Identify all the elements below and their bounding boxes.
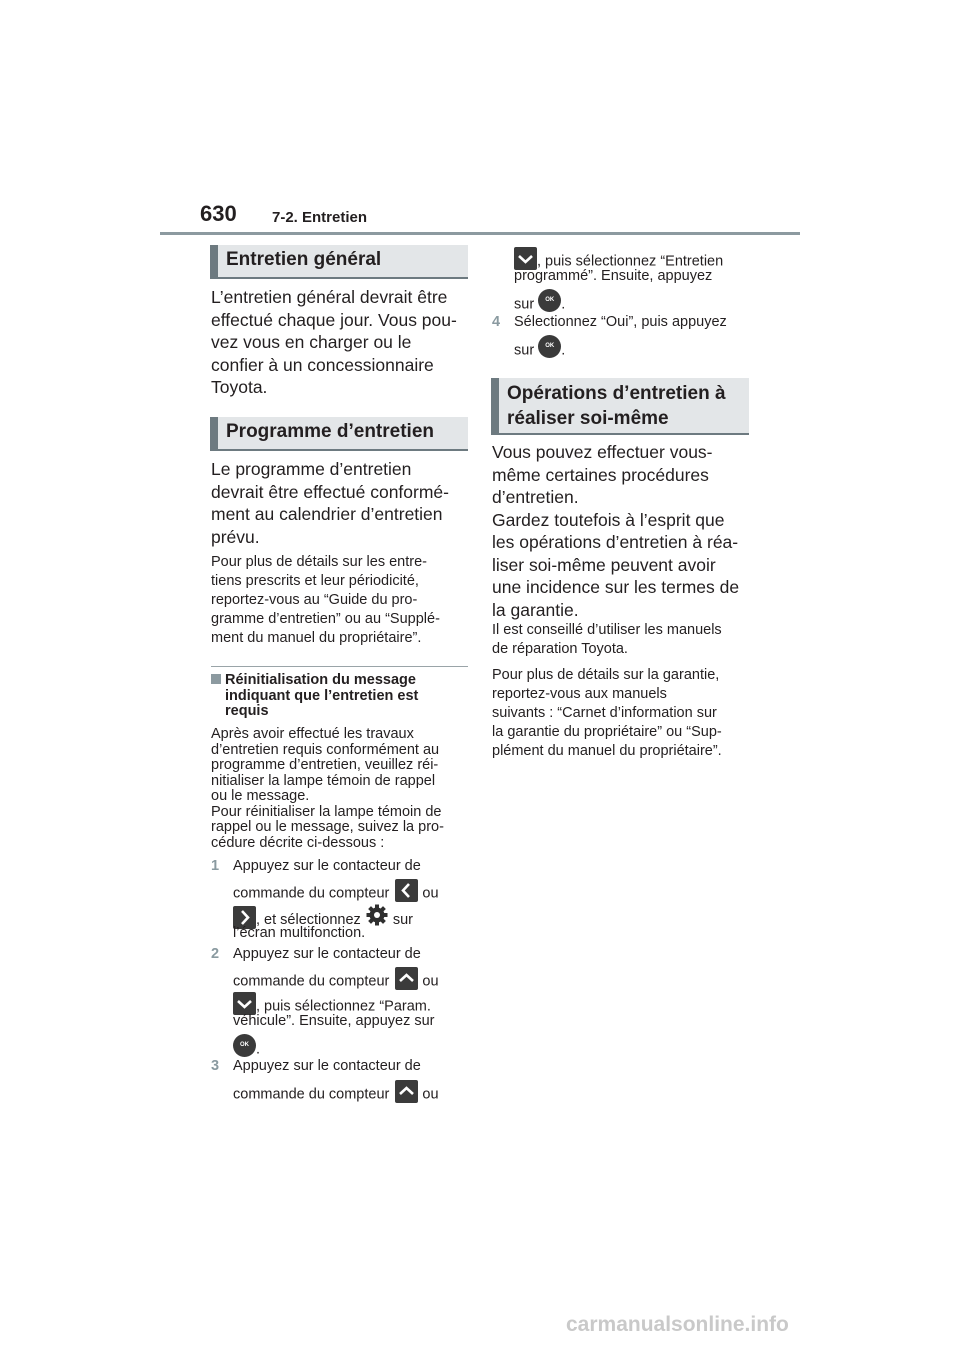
text-line: indiquant que l’entretien est <box>225 687 419 704</box>
text-line: devrait être effectué conformé- <box>211 481 449 502</box>
step-number: 1 <box>211 858 220 874</box>
page-number: 630 <box>200 201 237 226</box>
text-line: même certaines procédures <box>492 464 709 485</box>
text-line: requis <box>225 703 269 719</box>
text-line: programmé”. Ensuite, appuyez <box>514 268 713 284</box>
subsection-heading-reinit <box>211 673 418 720</box>
text-line: prévu. <box>211 526 260 547</box>
text-line: Appuyez sur le contacteur de <box>233 946 421 962</box>
programme-note <box>211 553 440 648</box>
step-3-line-2 <box>233 1083 439 1106</box>
step-1-line-2 <box>233 882 439 905</box>
text-line: Après avoir effectué les travaux <box>211 726 414 742</box>
step-number: 3 <box>211 1058 220 1074</box>
text-or: ou <box>422 885 439 902</box>
gear-icon <box>365 903 389 932</box>
text-or: ou <box>422 973 439 990</box>
text-line: Toyota. <box>211 377 268 397</box>
text-line: réaliser soi-même <box>507 408 669 429</box>
text-or: ou <box>422 1086 439 1103</box>
text-line: Pour plus de détails sur les entre- <box>211 554 427 570</box>
text-line: reportez-vous au “Guide du pro- <box>211 592 418 608</box>
chevron-left-icon <box>395 879 418 902</box>
text-line: Le programme d’entretien <box>211 459 412 479</box>
text-line: Il est conseillé d’utiliser les manuels <box>492 622 722 638</box>
text-line: . <box>561 342 566 359</box>
text-line: ment au calendrier d’entretien <box>211 504 443 524</box>
text-line: effectué chaque jour. Vous pou- <box>211 309 457 330</box>
text-line: Gardez toutefois à l’esprit que <box>492 509 725 530</box>
step-4-line-2 <box>514 339 565 362</box>
step-2 <box>211 946 421 963</box>
text-on: sur <box>392 912 414 929</box>
bullet-square-icon <box>211 674 221 684</box>
text-line: reportez-vous aux manuels <box>492 686 667 702</box>
text-line: d’entretien requis conformément au <box>211 741 440 758</box>
text-line: Pour réinitialiser la lampe témoin de <box>211 803 442 820</box>
ok-button-icon: OK <box>233 1034 256 1057</box>
text-line: Opérations d’entretien à <box>507 383 726 404</box>
section-heading-entretien-general: Entretien général <box>210 245 468 279</box>
chevron-up-icon <box>395 967 418 990</box>
text-line: véhicule”. Ensuite, appuyez sur <box>233 1013 435 1029</box>
text-line: , puis sélectionnez “Entretien <box>537 253 724 270</box>
programme-text <box>211 458 449 548</box>
text-line: confier à un concessionnaire <box>211 354 434 375</box>
section-heading-operations <box>491 378 749 435</box>
header-rule <box>160 232 800 235</box>
text-line: cédure décrite ci-dessous : <box>211 834 385 851</box>
text-line: Vous pouvez effectuer vous- <box>492 442 713 462</box>
text-line: une incidence sur les termes de <box>492 577 740 597</box>
step-4 <box>492 314 727 331</box>
ok-button-icon: OK <box>538 289 561 312</box>
step-2-line-2 <box>233 970 439 993</box>
chapter-title: 7-2. Entretien <box>272 209 368 226</box>
text-line: commande du compteur <box>233 885 390 902</box>
text-line: commande du compteur <box>233 973 390 990</box>
step-3-line-5 <box>514 293 565 316</box>
step-number: 2 <box>211 946 220 962</box>
text-line: L’entretien général devrait être <box>211 287 448 307</box>
text-line: . <box>256 1041 261 1058</box>
text-line: commande du compteur <box>233 1086 390 1103</box>
text-line: rappel ou le message, suivez la pro- <box>211 819 444 835</box>
text-line: Sélectionnez “Oui”, puis appuyez <box>514 314 727 330</box>
text-line: gramme d’entretien” ou au “Supplé- <box>211 611 440 627</box>
text-line: liser soi-même peuvent avoir <box>492 554 716 575</box>
watermark-link[interactable]: carmanualsonline.info <box>566 1313 789 1336</box>
text-line: vez vous en charger ou le <box>211 332 412 352</box>
text-line: les opérations d’entretien à réa- <box>492 532 739 552</box>
text-line: de réparation Toyota. <box>492 641 628 657</box>
operations-note-1 <box>492 621 722 659</box>
subsection-rule <box>211 666 468 667</box>
text-line: la garantie du propriétaire” ou “Sup- <box>492 724 722 740</box>
section-heading-programme: Programme d’entretien <box>210 417 468 451</box>
chevron-down-icon <box>233 992 256 1015</box>
text-line: suivants : “Carnet d’information sur <box>492 705 717 721</box>
text-line: Appuyez sur le contacteur de <box>233 858 421 874</box>
text-line: Pour plus de détails sur la garantie, <box>492 667 720 683</box>
text-line: Appuyez sur le contacteur de <box>233 1058 421 1074</box>
step-1 <box>211 858 421 875</box>
operations-text <box>492 441 739 621</box>
text-line: ou le message. <box>211 788 310 804</box>
text-line: . <box>561 296 566 313</box>
step-3 <box>211 1058 421 1075</box>
text-line: ment du manuel du propriétaire”. <box>211 630 422 646</box>
text-line: , et sélectionnez <box>256 912 361 929</box>
chevron-up-icon <box>395 1080 418 1103</box>
text-line: nitialiser la lampe témoin de rappel <box>211 772 436 789</box>
text-line: sur <box>514 342 535 359</box>
entretien-general-text <box>211 286 457 399</box>
chevron-down-icon <box>514 247 537 270</box>
text-line: programme d’entretien, veuillez réi- <box>211 757 439 773</box>
text-line: l’écran multifonction. <box>233 925 366 941</box>
text-line: Réinitialisation du message <box>225 672 416 688</box>
ok-button-icon: OK <box>538 335 561 358</box>
text-line: sur <box>514 296 535 313</box>
text-line: d’entretien. <box>492 487 579 507</box>
text-line: plément du manuel du propriétaire”. <box>492 743 722 759</box>
step-number: 4 <box>492 314 501 330</box>
operations-note-2 <box>492 666 722 761</box>
text-line: la garantie. <box>492 599 579 620</box>
text-line: tiens prescrits et leur périodicité, <box>211 573 419 589</box>
reinit-text <box>211 727 444 851</box>
text-line: , puis sélectionnez “Param. <box>256 998 431 1015</box>
